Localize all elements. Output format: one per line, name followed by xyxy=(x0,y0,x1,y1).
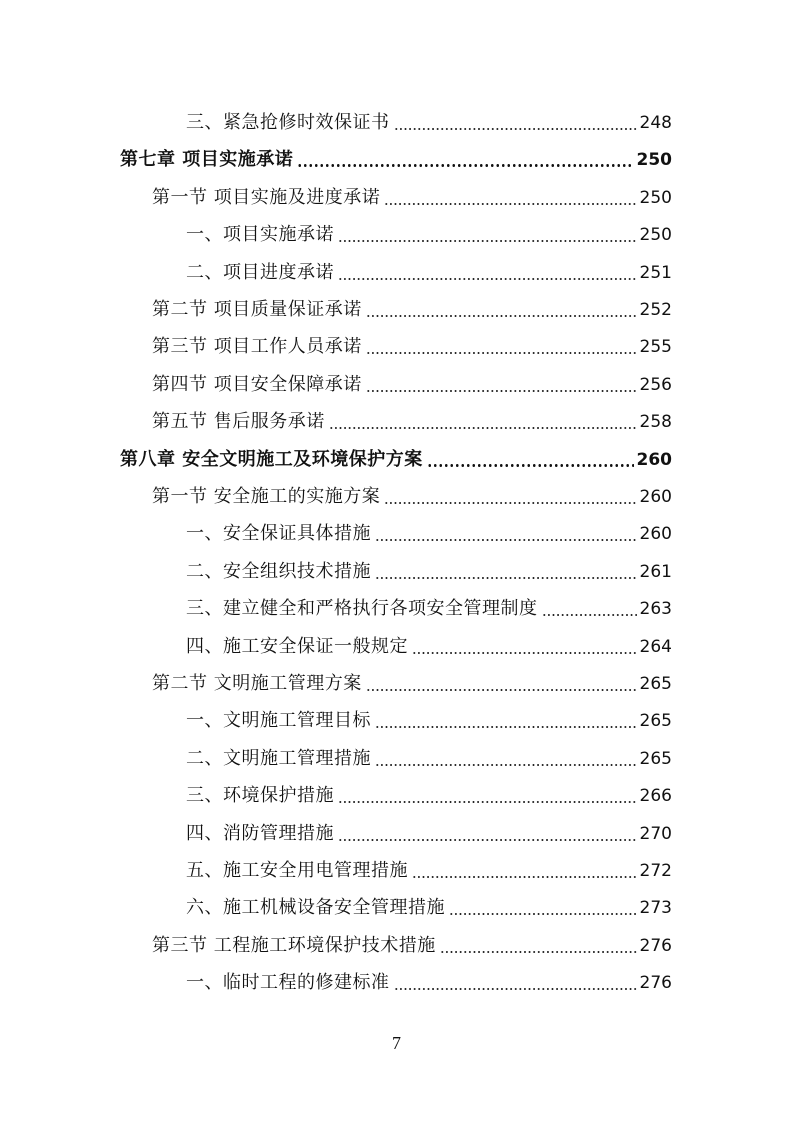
toc-entry-page-number: 261 xyxy=(639,561,672,582)
toc-entry-page-number: 256 xyxy=(639,374,672,395)
toc-dot-leader xyxy=(297,164,633,167)
toc-section-entry[interactable] xyxy=(152,291,672,321)
toc-entry-label: 六、施工机械设备安全管理措施 xyxy=(186,897,445,919)
toc-dot-leader xyxy=(366,390,637,392)
toc-item-entry[interactable] xyxy=(186,590,672,620)
toc-item-entry[interactable] xyxy=(186,852,672,882)
toc-entry-label: 一、文明施工管理目标 xyxy=(186,710,371,732)
toc-dot-leader xyxy=(449,913,637,915)
toc-entry-page-number: 260 xyxy=(636,449,672,470)
toc-section-entry[interactable] xyxy=(152,179,672,209)
toc-entry-label: 五、施工安全用电管理措施 xyxy=(186,860,408,881)
toc-entry-page-number: 272 xyxy=(639,861,672,881)
toc-item-entry[interactable] xyxy=(186,815,672,845)
toc-item-entry[interactable] xyxy=(186,515,672,545)
toc-item-entry[interactable] xyxy=(186,104,672,134)
toc-section-entry[interactable] xyxy=(152,403,672,433)
toc-item-entry[interactable] xyxy=(186,964,672,994)
toc-entry-label: 一、项目实施承诺 xyxy=(186,224,334,246)
toc-dot-leader xyxy=(338,801,637,803)
toc-entry-page-number: 265 xyxy=(639,748,672,769)
toc-dot-leader xyxy=(384,203,636,205)
toc-entry-page-number: 248 xyxy=(639,113,672,133)
toc-entry-label: 二、项目进度承诺 xyxy=(186,261,334,283)
toc-entry-page-number: 263 xyxy=(639,599,672,620)
toc-dot-leader xyxy=(366,315,637,317)
toc-item-entry[interactable] xyxy=(186,889,672,919)
toc-dot-leader xyxy=(375,539,637,541)
toc-entry-page-number: 265 xyxy=(639,674,672,694)
toc-item-entry[interactable] xyxy=(186,702,672,732)
toc-entry-label: 第五节 售后服务承诺 xyxy=(152,411,325,433)
toc-entry-page-number: 260 xyxy=(639,524,672,545)
toc-chapter-entry[interactable] xyxy=(120,141,672,171)
toc-entry-label: 第七章 项目实施承诺 xyxy=(120,149,294,171)
toc-dot-leader xyxy=(412,876,637,878)
toc-entry-page-number: 276 xyxy=(639,935,672,956)
toc-entry-page-number: 255 xyxy=(639,337,672,358)
toc-entry-label: 第一节 安全施工的实施方案 xyxy=(152,486,381,507)
toc-entry-label: 第二节 文明施工管理方案 xyxy=(152,673,362,694)
toc-entry-label: 第八章 安全文明施工及环境保护方案 xyxy=(120,448,423,470)
toc-entry-page-number: 273 xyxy=(639,898,672,919)
toc-section-entry[interactable] xyxy=(152,366,672,396)
toc-entry-label: 二、安全组织技术措施 xyxy=(186,560,371,582)
toc-chapter-entry[interactable] xyxy=(120,441,672,471)
toc-entry-label: 三、建立健全和严格执行各项安全管理制度 xyxy=(186,598,538,620)
toc-entry-page-number: 266 xyxy=(639,786,672,807)
toc-dot-leader xyxy=(394,988,637,990)
toc-dot-leader xyxy=(375,726,637,728)
toc-dot-leader xyxy=(375,764,637,766)
footer-page-number: 7 xyxy=(392,1033,401,1053)
toc-entry-label: 一、安全保证具体措施 xyxy=(186,523,371,545)
toc-entry-page-number: 250 xyxy=(636,150,672,171)
toc-entry-label: 三、环境保护措施 xyxy=(186,785,334,807)
toc-item-entry[interactable] xyxy=(186,628,672,658)
toc-dot-leader xyxy=(366,689,637,691)
toc-item-entry[interactable] xyxy=(186,740,672,770)
toc-entry-label: 第一节 项目实施及进度承诺 xyxy=(152,186,381,208)
toc-entry-label: 一、临时工程的修建标准 xyxy=(186,972,390,994)
toc-section-entry[interactable] xyxy=(152,927,672,957)
toc-dot-leader xyxy=(366,352,637,354)
toc-entry-page-number: 251 xyxy=(639,262,672,283)
toc-entry-label: 四、施工安全保证一般规定 xyxy=(186,635,408,657)
toc-entry-label: 四、消防管理措施 xyxy=(186,822,334,844)
toc-entry-page-number: 250 xyxy=(639,187,672,208)
toc-dot-leader xyxy=(412,652,637,654)
toc-item-entry[interactable] xyxy=(186,553,672,583)
toc-dot-leader xyxy=(329,427,637,429)
toc-entry-page-number: 260 xyxy=(639,487,672,507)
toc-section-entry[interactable] xyxy=(152,328,672,358)
toc-section-entry[interactable] xyxy=(152,665,672,695)
toc-entry-label: 第二节 项目质量保证承诺 xyxy=(152,299,362,320)
toc-entry-page-number: 252 xyxy=(639,300,672,320)
toc-item-entry[interactable] xyxy=(186,254,672,284)
toc-dot-leader xyxy=(427,464,634,467)
toc-entry-page-number: 270 xyxy=(639,823,672,844)
toc-dot-leader xyxy=(542,614,637,616)
toc-dot-leader xyxy=(338,240,637,242)
toc-entry-label: 二、文明施工管理措施 xyxy=(186,747,371,769)
toc-entry-page-number: 250 xyxy=(639,225,672,246)
toc-entry-label: 第三节 工程施工环境保护技术措施 xyxy=(152,934,436,956)
toc-dot-leader xyxy=(440,951,637,953)
toc-entry-page-number: 264 xyxy=(639,636,672,657)
toc-entry-label: 三、紧急抢修时效保证书 xyxy=(186,112,390,133)
toc-item-entry[interactable] xyxy=(186,777,672,807)
toc-entry-page-number: 265 xyxy=(639,711,672,732)
toc-dot-leader xyxy=(338,278,637,280)
toc-entry-page-number: 276 xyxy=(639,973,672,994)
toc-entry-label: 第四节 项目安全保障承诺 xyxy=(152,373,362,395)
toc-entry-label: 第三节 项目工作人员承诺 xyxy=(152,336,362,358)
toc-dot-leader xyxy=(394,128,637,130)
toc-dot-leader xyxy=(375,577,637,579)
toc-section-entry[interactable] xyxy=(152,478,672,508)
toc-dot-leader xyxy=(384,502,636,504)
toc-item-entry[interactable] xyxy=(186,216,672,246)
toc-entry-page-number: 258 xyxy=(639,412,672,433)
toc-dot-leader xyxy=(338,839,637,841)
